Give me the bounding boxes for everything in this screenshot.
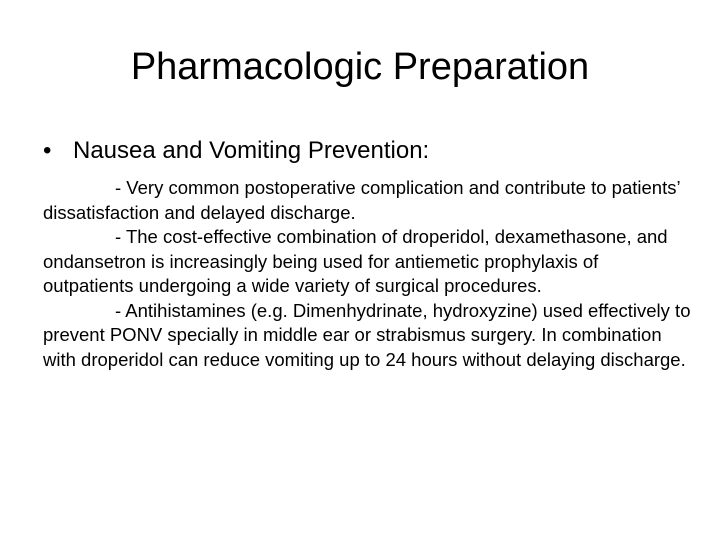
paragraph-antihistamines: - Antihistamines (e.g. Dimenhydrinate, hydroxyzine) used effectively to prevent PONV specially in middle ear or strabismus surgery. In combination with droperidol can reduce vomiting up to 24 hours without delaying discharge.: [43, 299, 691, 370]
slide-body: [43, 176, 693, 372]
slide-title: Pharmacologic Preparation: [130, 46, 590, 88]
bullet-icon: •: [43, 137, 52, 164]
bullet-text: Nausea and Vomiting Prevention:: [73, 137, 430, 164]
paragraph-complication: - Very common postoperative complication and contribute to patients’ dissatisfaction and delayed discharge.: [43, 177, 680, 223]
bullet-item: [43, 135, 683, 167]
paragraph-combination: - The cost-effective combination of droperidol, dexamethasone, and ondansetron is increasingly being used for antiemetic prophylaxis of outpatients undergoing a wide variety of surgical procedures.: [43, 226, 668, 296]
